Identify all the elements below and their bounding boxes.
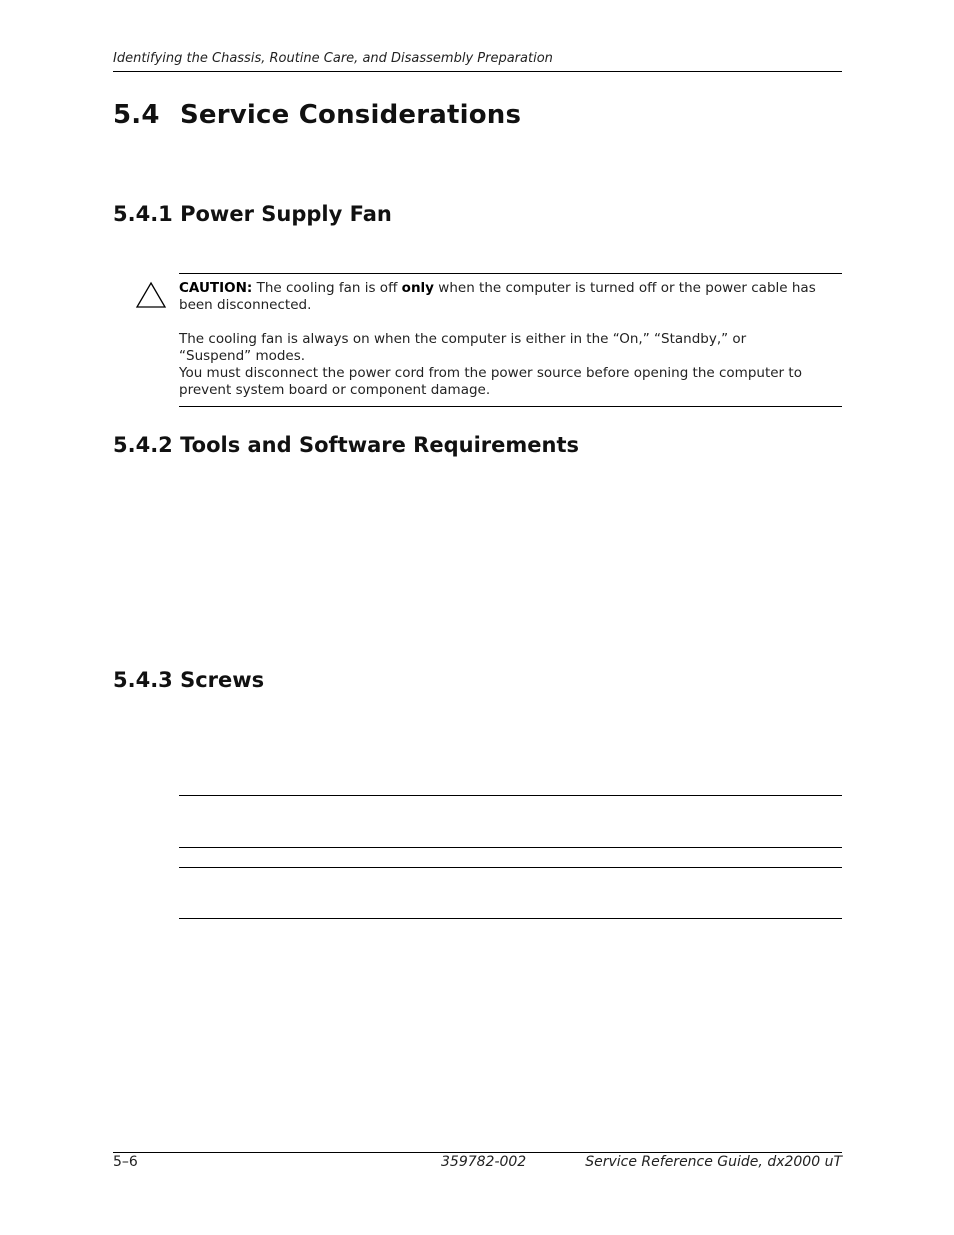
caution-paragraph-2: The cooling fan is always on when the computer is either in the “On,” “Standby,” or “Suspend” modes. <box>179 331 747 364</box>
footer-part-number: 359782-002 <box>441 1154 527 1170</box>
note-box-2-top-rule <box>179 867 842 868</box>
running-header: Identifying the Chassis, Routine Care, and Disassembly Preparation <box>113 51 553 66</box>
section-number: 5.4 <box>113 100 160 130</box>
subsection-heading-tools-software <box>113 433 579 457</box>
caution-paragraph-3: You must disconnect the power cord from the power source before opening the computer to prevent system board or component damage. <box>179 365 802 398</box>
subsection-number: 5.4.1 <box>113 202 173 226</box>
note-box-top-rule <box>179 795 842 796</box>
subsection-title: Tools and Software Requirements <box>180 433 579 457</box>
subsection-heading-power-supply-fan <box>113 202 392 226</box>
subsection-number: 5.4.2 <box>113 433 173 457</box>
header-rule <box>113 71 842 72</box>
caution-top-rule <box>179 273 842 274</box>
emphasis-only: only <box>401 280 434 296</box>
note-box-bottom-rule <box>179 847 842 848</box>
section-heading <box>113 100 521 130</box>
footer-page-number: 5–6 <box>113 1154 138 1170</box>
subsection-title: Power Supply Fan <box>180 202 392 226</box>
section-title: Service Considerations <box>180 100 522 130</box>
subsection-heading-screws <box>113 668 264 692</box>
caution-label: CAUTION: <box>179 280 253 296</box>
subsection-title: Screws <box>180 668 265 692</box>
footer-rule <box>113 1152 842 1153</box>
caution-icon <box>135 281 167 309</box>
subsection-number: 5.4.3 <box>113 668 173 692</box>
caution-bottom-rule <box>179 406 842 407</box>
note-box-2-bottom-rule <box>179 918 842 919</box>
caution-paragraph-1: CAUTION: The cooling fan is off only when the computer is turned off or the power cable has been disconnected. <box>179 280 816 313</box>
footer-guide-title: Service Reference Guide, dx2000 uT <box>585 1154 842 1170</box>
